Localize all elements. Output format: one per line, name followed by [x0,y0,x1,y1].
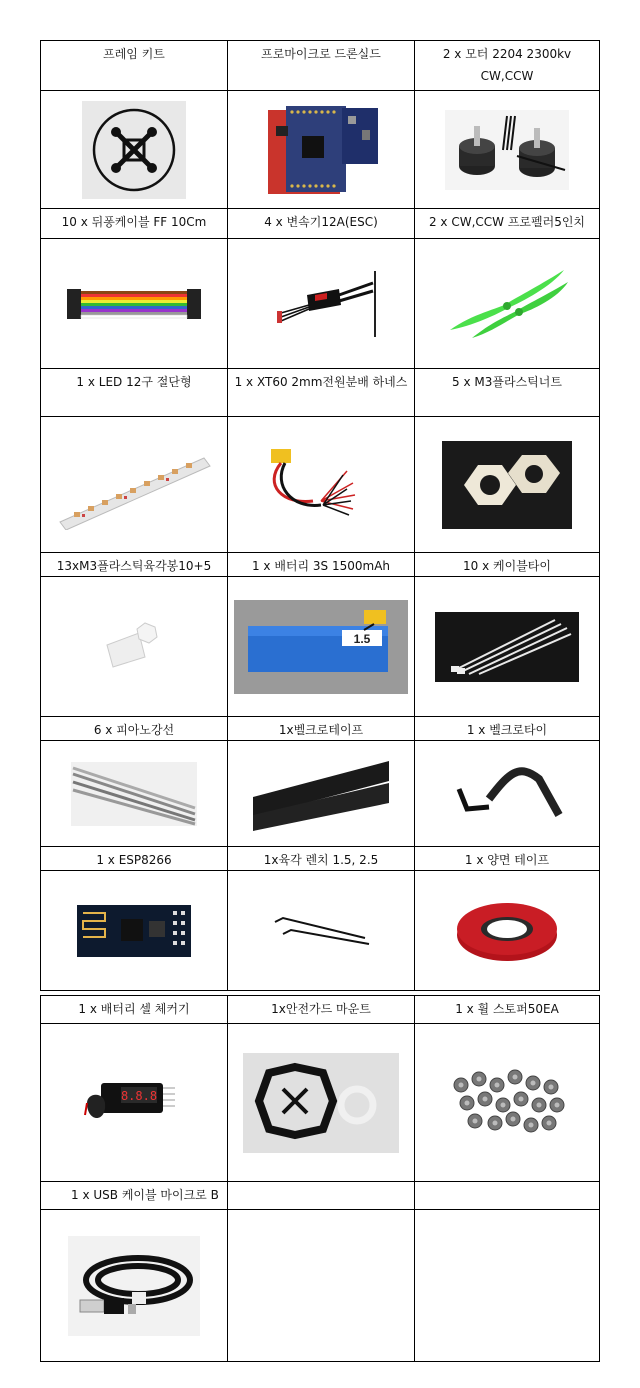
power-harness-icon [243,435,399,535]
usb-cable-icon [68,1236,200,1336]
label-row [40,40,600,90]
piano-wire-icon [71,762,197,826]
item-label: 1x육각 렌치 1.5, 2.5 [227,846,414,870]
hex-wrench-icon [269,916,373,946]
item-label: 1 x 배터리 3S 1500mAh [227,552,414,576]
velcro-tape-icon [249,757,393,831]
item-image [227,416,414,552]
item-image [40,576,227,716]
cell-checker-icon [81,1073,187,1133]
dupont-cable-icon [67,279,201,329]
item-label: 프레임 키트 [40,40,227,90]
label-row [40,368,600,416]
item-label: 1 x 배터리 셀 체커기 [40,995,227,1023]
label-row [40,846,600,870]
image-row [40,1209,600,1362]
item-image [414,90,600,208]
label-row [40,716,600,740]
label-row [40,208,600,238]
item-image [227,870,414,990]
item-label: 4 x 변속기12A(ESC) [227,208,414,238]
item-image [414,576,600,716]
label-row [40,1181,600,1209]
image-row [40,576,600,716]
item-label: 1 x XT60 2mm전원분배 하네스 [227,368,414,416]
item-image [414,1023,600,1181]
empty-cell [227,1209,414,1361]
item-image [40,740,227,846]
image-row [40,238,600,368]
esp8266-icon [75,901,193,961]
item-image [227,1023,414,1181]
item-label: 1 x 휠 스토퍼50EA [414,995,600,1023]
item-label: 10 x 케이블타이 [414,552,600,576]
image-row [40,1023,600,1181]
item-image [414,740,600,846]
led-strip-icon [54,440,214,530]
item-label: 1 x 양면 테이프 [414,846,600,870]
parts-table [40,40,600,1362]
item-image [40,870,227,990]
item-image [40,90,227,208]
item-label: 1x벨크로테이프 [227,716,414,740]
item-label [414,1181,600,1209]
battery-icon [234,600,408,694]
hex-standoff-icon [99,617,169,677]
item-label: 프로마이크로 드론실드 [227,40,414,90]
plastic-nut-icon [442,441,572,529]
image-row [40,416,600,552]
item-label: 1x안전가드 마운트 [227,995,414,1023]
motor-icon [445,110,569,190]
item-image [40,238,227,368]
image-row [40,870,600,991]
item-image [227,576,414,716]
item-label: 6 x 피아노강선 [40,716,227,740]
propeller-icon [442,264,572,344]
item-image [414,870,600,990]
item-image [227,740,414,846]
item-image [40,1023,227,1181]
item-label: 5 x M3플라스틱너트 [414,368,600,416]
item-image [227,238,414,368]
safety-guard-icon [243,1053,399,1153]
item-label: 1 x 벨크로타이 [414,716,600,740]
image-row [40,90,600,208]
frame-kit-icon [82,101,186,199]
item-label: 1 x ESP8266 [40,846,227,870]
item-label: 10 x 뒤퐁케이블 FF 10Cm [40,208,227,238]
image-row [40,740,600,846]
label-row [40,995,600,1023]
svg-text:1.5: 1.5 [353,631,371,646]
item-label: 13xM3플라스틱육각봉10+5 [40,552,227,576]
item-label: 1 x USB 케이블 마이크로 B [40,1181,227,1209]
item-image [40,416,227,552]
item-label: 1 x LED 12구 절단형 [40,368,227,416]
item-label [227,1181,414,1209]
item-image [414,238,600,368]
svg-text:8.8.8: 8.8.8 [120,1088,158,1103]
cable-tie-icon [435,612,579,682]
item-label: 2 x CW,CCW 프로펠러5인치 [414,208,600,238]
item-image [227,90,414,208]
velcro-tie-icon [449,759,565,829]
pcb-board-icon [262,100,380,200]
label-row [40,552,600,576]
item-image [414,416,600,552]
empty-cell [414,1209,600,1361]
item-label: 2 x 모터 2204 2300kv CW,CCW [414,40,600,90]
double-sided-tape-icon [454,899,560,963]
esc-icon [261,269,381,339]
wheel-stopper-icon [445,1065,569,1141]
item-image [40,1209,227,1361]
